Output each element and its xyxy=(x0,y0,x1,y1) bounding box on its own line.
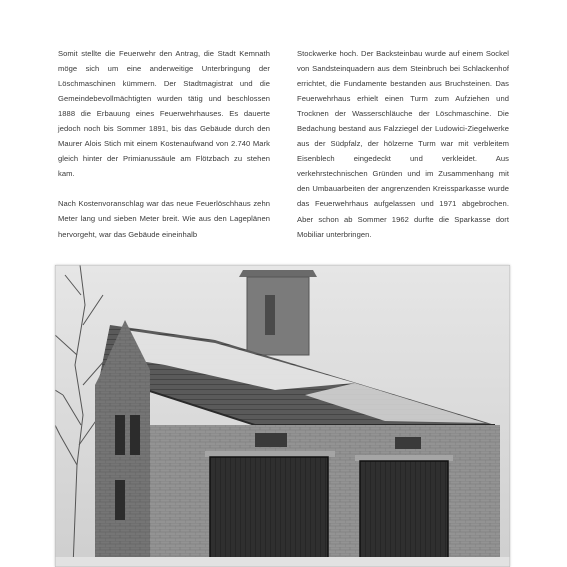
right-text-column xyxy=(297,46,509,242)
left-garage-door xyxy=(210,457,328,567)
right-paragraph-1: Stockwerke hoch. Der Backsteinbau wurde auf einem Sockel von Sandsteinquadern aus dem Steinbruch bei Schlackenhof errichtet, die Fundamente bestanden aus Bruchsteinen. Das Feuerwehrhaus erhielt einen Turm zum Aufziehen und Trocknen der Wasserschläuche der Löschmaschine. Die Bedachung bestand aus Falzziegel der Ludowici-Ziegelwerke aus der Südpfalz, der hölzerne Turm war mit verbleitem Eisenblech eingedeckt und verkleidet. Aus verkehrstechnischen Gründen und im Zusammenhang mit den Umbauarbeiten der angrenzenden Kreissparkasse wurde das Feuerwehrhaus aufgelassen und 1971 abgebrochen. Aber schon ab Sommer 1962 durfte die Sparkasse dort Mobiliar unterbringen. xyxy=(297,49,509,239)
right-garage-door xyxy=(360,461,448,567)
left-paragraph-2: Nach Kostenvoranschlag war das neue Feuerlöschhaus zehn Meter lang und sieben Meter breit. Wie aus den Lageplänen hervorgeht, war das Gebäude eineinhalb xyxy=(58,199,270,239)
left-paragraph-1: Somit stellte die Feuerwehr den Antrag, die Stadt Kemnath möge sich um eine anderweitige Unterbringung der Löschmaschinen kümmern. Der Stadtmagistrat und die Gemeindebevollmächtigten wurden tätig und beschlossen 1888 die Erbauung eines Feuerwehrhauses. Es dauerte jedoch noch bis Sommer 1891, bis das Gebäude durch den Maurer Alois Stich mit einem Kostenaufwand von 2.740 Mark gleich hinter der Primianussäule am Flötzbach zu stehen kam. xyxy=(58,49,270,179)
ground-snow xyxy=(55,557,510,567)
hose-tower xyxy=(239,270,317,355)
left-text-column xyxy=(58,46,270,242)
historic-fire-station-photo xyxy=(55,265,510,567)
fire-station-image xyxy=(55,265,510,567)
